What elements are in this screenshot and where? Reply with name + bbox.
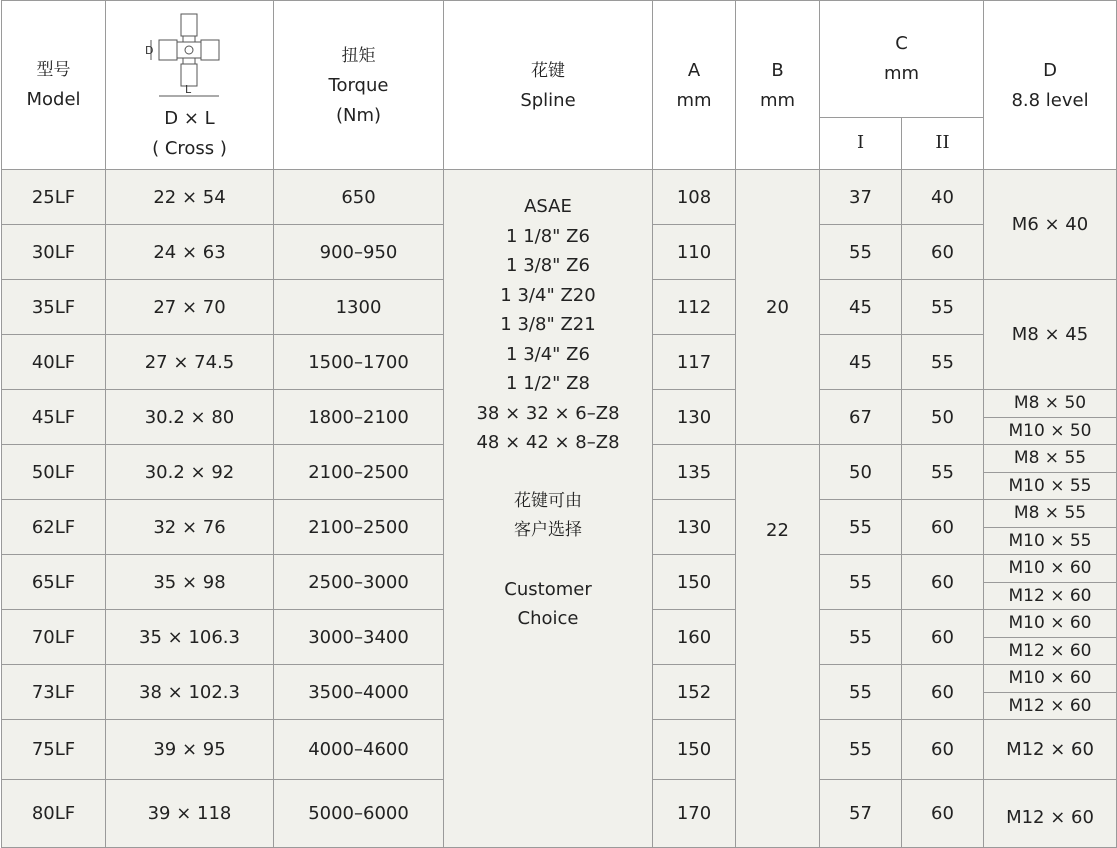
cell-cross: 27 × 70 (106, 280, 274, 335)
spline-note-zh: 客户选择 (514, 520, 582, 540)
cell-a: 117 (653, 335, 736, 390)
spline-line: 1 3/4" Z20 (500, 284, 596, 306)
cell-d-bottom: M10 × 55 (984, 527, 1117, 555)
cell-c1: 67 (820, 390, 902, 445)
spline-line: ASAE (524, 196, 572, 217)
cell-model: 62LF (2, 500, 106, 555)
cell-model: 80LF (2, 780, 106, 848)
cell-b-merged-upper: 20 (736, 170, 820, 445)
cell-c2: 60 (902, 225, 984, 280)
cell-cross: 35 × 106.3 (106, 610, 274, 665)
cell-model: 65LF (2, 555, 106, 610)
cell-d-top: M8 × 55 (984, 445, 1117, 473)
cell-a: 130 (653, 390, 736, 445)
header-torque-zh: 扭矩 (341, 46, 376, 66)
cross-diagram-icon (145, 10, 235, 102)
cell-model: 75LF (2, 720, 106, 780)
header-torque-unit: (Nm) (335, 105, 382, 126)
cell-torque: 2100–2500 (274, 445, 444, 500)
cell-cross: 30.2 × 92 (106, 445, 274, 500)
header-a-unit: mm (676, 90, 712, 111)
cell-model: 73LF (2, 665, 106, 720)
cell-torque: 1800–2100 (274, 390, 444, 445)
cell-a: 135 (653, 445, 736, 500)
cell-c1: 55 (820, 500, 902, 555)
header-cross (106, 1, 274, 170)
cell-cross: 22 × 54 (106, 170, 274, 225)
diagram-l-label: L (184, 83, 191, 96)
cell-c2: 60 (902, 720, 984, 780)
cell-d-merged-m8: M8 × 45 (984, 280, 1117, 390)
cell-model: 25LF (2, 170, 106, 225)
header-c (820, 1, 984, 118)
cell-cross: 39 × 95 (106, 720, 274, 780)
cell-c1: 45 (820, 335, 902, 390)
cell-model: 70LF (2, 610, 106, 665)
header-b-unit: mm (759, 90, 796, 111)
cell-c1: 57 (820, 780, 902, 848)
cell-cross: 30.2 × 80 (106, 390, 274, 445)
cell-d-top: M10 × 60 (984, 665, 1117, 693)
table-row (2, 170, 1117, 225)
header-b-label: B (771, 60, 784, 81)
spline-note-zh: 花键可由 (514, 490, 582, 511)
cell-spline-merged (444, 170, 653, 848)
cell-c1: 55 (820, 610, 902, 665)
cell-cross: 35 × 98 (106, 555, 274, 610)
header-c-sub-2: II (902, 117, 984, 169)
cell-cross: 32 × 76 (106, 500, 274, 555)
cell-d-top: M10 × 60 (984, 555, 1117, 583)
header-a (653, 1, 736, 170)
cell-a: 130 (653, 500, 736, 555)
cell-c2: 60 (902, 610, 984, 665)
cell-c2: 60 (902, 665, 984, 720)
cell-torque: 5000–6000 (274, 780, 444, 848)
cell-c1: 37 (820, 170, 902, 225)
cell-cross: 24 × 63 (106, 225, 274, 280)
cell-d-bottom: M12 × 60 (984, 637, 1117, 665)
header-c-unit: mm (883, 62, 920, 84)
cell-d-top: M10 × 60 (984, 610, 1117, 638)
cell-c1: 45 (820, 280, 902, 335)
cell-d-top: M8 × 50 (984, 390, 1117, 418)
header-torque-en: Torque (328, 75, 389, 96)
cell-model: 40LF (2, 335, 106, 390)
cell-model: 35LF (2, 280, 106, 335)
cell-a: 110 (653, 225, 736, 280)
cell-cross: 27 × 74.5 (106, 335, 274, 390)
header-c-label: C (895, 32, 908, 54)
cell-torque: 3500–4000 (274, 665, 444, 720)
cell-d-merged-m6: M6 × 40 (984, 170, 1117, 280)
cell-d-top: M8 × 55 (984, 500, 1117, 528)
cell-c1: 55 (820, 720, 902, 780)
header-row (2, 1, 1117, 118)
header-spline-en: Spline (520, 90, 576, 111)
cell-torque: 4000–4600 (274, 720, 444, 780)
cell-model: 30LF (2, 225, 106, 280)
spline-line: 1 3/8" Z21 (500, 314, 596, 335)
cell-torque: 3000–3400 (274, 610, 444, 665)
cell-d-bottom: M10 × 50 (984, 417, 1117, 445)
cell-model: 50LF (2, 445, 106, 500)
spline-note-en: Choice (517, 608, 579, 629)
cell-d-bottom: M12 × 60 (984, 692, 1117, 720)
cell-torque: 1500–1700 (274, 335, 444, 390)
diagram-d-label: D (144, 44, 153, 57)
header-cross-label: ( Cross ) (152, 138, 227, 159)
cell-a: 150 (653, 555, 736, 610)
cell-a: 112 (653, 280, 736, 335)
header-b (736, 1, 820, 170)
header-model-en: Model (26, 89, 81, 110)
cell-cross: 38 × 102.3 (106, 665, 274, 720)
cell-d: M12 × 60 (984, 720, 1117, 780)
cell-cross: 39 × 118 (106, 780, 274, 848)
header-spline (444, 1, 653, 170)
cell-d: M12 × 60 (984, 780, 1117, 848)
cell-torque: 900–950 (274, 225, 444, 280)
cell-c2: 55 (902, 335, 984, 390)
spline-line: 1 1/2" Z8 (506, 373, 590, 394)
cell-c1: 55 (820, 225, 902, 280)
cell-a: 152 (653, 665, 736, 720)
cell-c2: 60 (902, 555, 984, 610)
cell-c2: 60 (902, 780, 984, 848)
cell-c1: 50 (820, 445, 902, 500)
cell-model: 45LF (2, 390, 106, 445)
cell-a: 108 (653, 170, 736, 225)
cell-c2: 40 (902, 170, 984, 225)
header-torque (274, 1, 444, 170)
cell-torque: 2100–2500 (274, 500, 444, 555)
cell-a: 160 (653, 610, 736, 665)
cell-a: 170 (653, 780, 736, 848)
cell-b-merged-lower: 22 (736, 445, 820, 848)
header-a-label: A (687, 60, 701, 81)
cell-c1: 55 (820, 555, 902, 610)
cell-d-bottom: M12 × 60 (984, 582, 1117, 610)
spline-note-en: Customer (504, 578, 592, 600)
cell-torque: 2500–3000 (274, 555, 444, 610)
header-d-unit: 8.8 level (1011, 90, 1089, 111)
header-model-zh: 型号 (36, 60, 71, 80)
cell-torque: 1300 (274, 280, 444, 335)
cell-c2: 50 (902, 390, 984, 445)
cell-d-bottom: M10 × 55 (984, 472, 1117, 500)
header-c-sub-1: I (820, 117, 902, 169)
spline-line: 38 × 32 × 6–Z8 (476, 402, 620, 424)
cell-a: 150 (653, 720, 736, 780)
spline-line: 1 3/8" Z6 (506, 255, 590, 276)
spline-line: 1 1/8" Z6 (506, 225, 590, 247)
cell-torque: 650 (274, 170, 444, 225)
cell-c1: 55 (820, 665, 902, 720)
spline-line: 1 3/4" Z6 (506, 343, 590, 365)
header-spline-zh: 花键 (531, 61, 565, 81)
cell-c2: 60 (902, 500, 984, 555)
cell-c2: 55 (902, 445, 984, 500)
header-d (984, 1, 1117, 170)
spline-line: 48 × 42 × 8–Z8 (476, 432, 620, 453)
header-d-label: D (1043, 60, 1057, 81)
header-cross-dim: D × L (164, 108, 215, 129)
cell-c2: 55 (902, 280, 984, 335)
spec-table (1, 0, 1117, 848)
header-model (2, 1, 106, 170)
